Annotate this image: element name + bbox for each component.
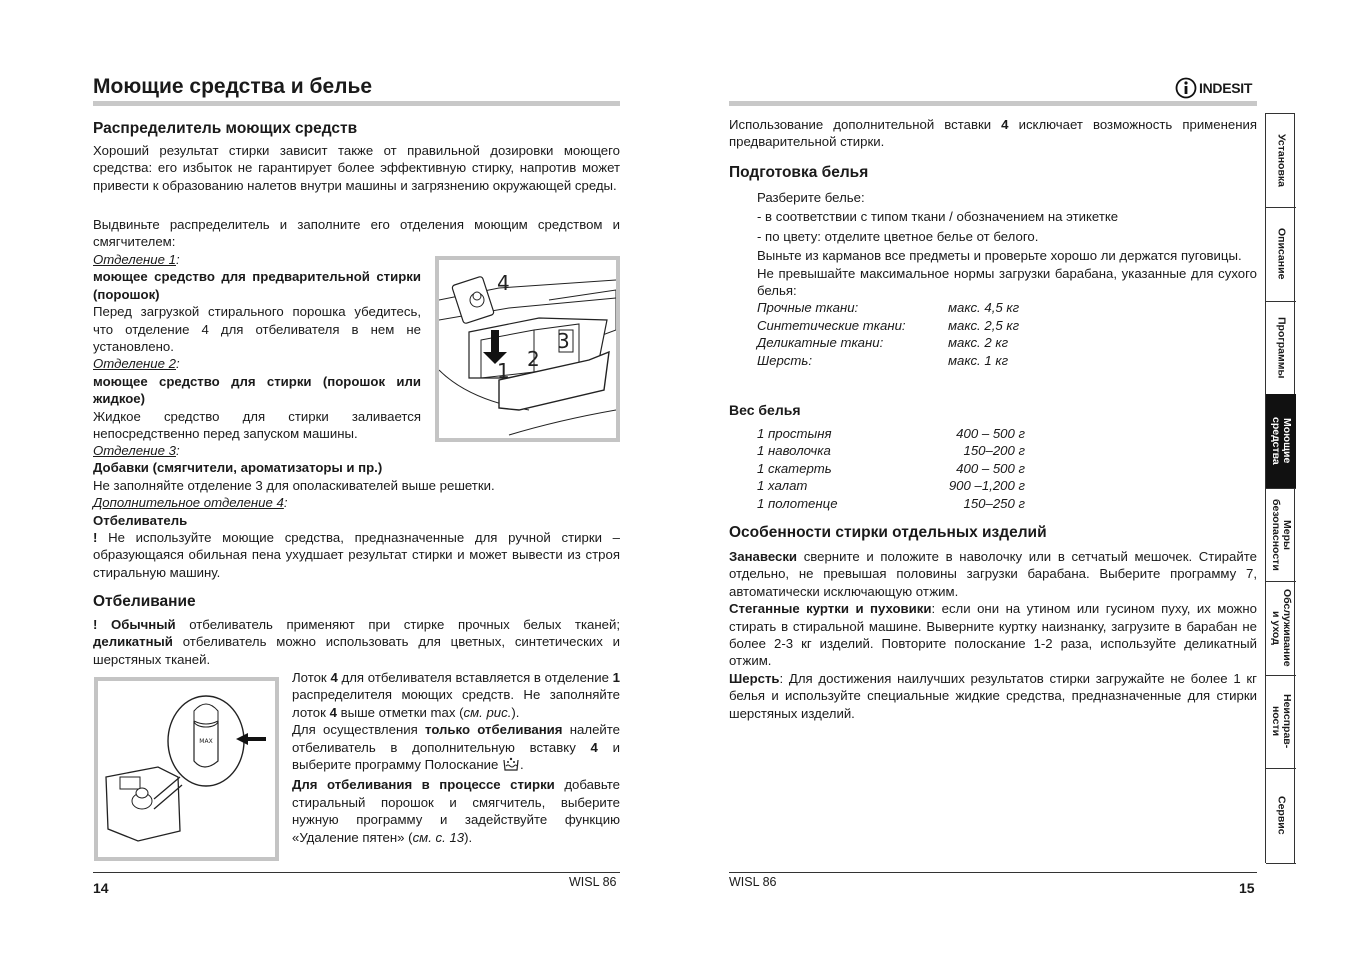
special-jackets: Стеганные куртки и пуховики: если они на утином или гусином пуху, их можно стирать в стиральной машине. Выверните куртку наизнанку, загрузите в барабан не более 2-3 кг изделий. Повторите полоскание 1-2 раза, используйте деликатный отжим.: [729, 601, 1257, 669]
comp1-text: Перед загрузкой стирального порошка убедитесь, что отделение 4 для отбеливателя в нем не установлено.: [93, 304, 421, 355]
warning-text: Не используйте моющие средства, предназначенные для ручной стирки – образующаяся обильная пена ухудшает результат стирки и может вывести из строя стиральную машину.: [93, 530, 620, 580]
bleach-right-column: [292, 669, 620, 846]
comp2-text: Жидкое средство для стирки заливается непосредственно перед запуском машины.: [93, 408, 421, 442]
load-table: [757, 299, 1257, 369]
section-tabs: [1265, 113, 1295, 863]
model-right: WISL 86: [729, 875, 777, 889]
bleach-figure: [94, 677, 279, 861]
bleach-heading: Отбеливание: [93, 593, 196, 610]
brand-logo: [1175, 77, 1252, 99]
prep-line5: Не превышайте максимальное нормы загрузки барабана, указанные для сухого белья:: [757, 265, 1257, 299]
brand-name: INDESIT: [1199, 80, 1253, 96]
warning-mark: !: [93, 530, 98, 546]
comp3-title: Добавки (смягчители, ароматизаторы и пр.): [93, 460, 383, 476]
weight-row: 1 скатерть 400 – 500 г: [757, 460, 1025, 476]
right-intro: Использование дополнительной вставки 4 исключает возможность применения предварительной стирки.: [729, 117, 1257, 150]
comp2-label: Отделение 2: [93, 356, 176, 372]
dispenser-figure: [435, 256, 620, 442]
tab-detergents[interactable]: Моющие средства: [1266, 394, 1296, 489]
compartments-column: Отделение 1: моющее средство для предварительной стирки (порошок) Перед загрузкой стирального порошка убедитесь, что отделение 4 для отбеливателя в нем не установлено. Отделение 2: моющее средство для стирки (порошок или жидкое) Жидкое средство для стирки заливается непосредственно перед запуском машины.: [93, 252, 421, 442]
footer-rule-right: [729, 872, 1257, 873]
bleach-p4: Для отбеливания в процессе стирки добавьте стиральный порошок и смягчитель, выберите нужную программу и задействуйте функцию «Удаление пятен» (см. с. 13).: [292, 777, 620, 845]
tab-description[interactable]: Описание: [1266, 207, 1296, 302]
load-row: Синтетические ткани: макс. 2,5 кг: [757, 317, 1020, 333]
dispenser-heading: Распределитель моющих средств: [93, 120, 358, 137]
bleach-p2: Лоток 4 для отбеливателя вставляется в отделение 1 распределителя моющих средств. Не заполняйте лоток 4 выше отметки max (см. рис.).: [292, 670, 620, 720]
weight-row: 1 халат 900 –1,200 г: [757, 478, 1025, 494]
weight-row: 1 наволочка 150–200 г: [757, 443, 1025, 459]
weight-row: 1 простыня 400 – 500 г: [757, 426, 1025, 441]
bleach-cup-drawing: [98, 681, 275, 857]
comp1-title: моющее средство для предварительной стирки (порошок): [93, 269, 421, 302]
page-number-right: 15: [1239, 880, 1255, 896]
weight-row: 1 полотенце 150–250 г: [757, 495, 1025, 511]
load-row: Прочные ткани: макс. 4,5 кг: [757, 300, 1020, 316]
weight-table: [757, 425, 1025, 512]
weight-heading: Вес белья: [729, 402, 801, 418]
special-curtains: Занавески сверните и положите в наволочку или в сетчатый мешочек. Стирайте отдельно, не превышая половины загрузки барабана. Выберите программу 7, автоматически исключающую отжим.: [729, 549, 1257, 599]
title-rule-right: [729, 101, 1257, 106]
prep-line4: Выньте из карманов все предметы и проверьте хорошо ли держатся пуговицы.: [757, 248, 1242, 264]
title-rule: [93, 101, 620, 106]
special-wool: Шерсть: Для достижения наилучших результатов стирки загружайте не более 1 кг белья и используйте специальные жидкие средства, предназначенные для стирки шерстяных изделий.: [729, 670, 1257, 721]
load-row: Шерсть: макс. 1 кг: [757, 352, 1009, 368]
page-number-left: 14: [93, 880, 109, 896]
dispenser-intro: Хороший результат стирки зависит также от правильной дозировки моющего средства: его избыток не гарантирует более эффективную стирку, напротив может привести к образованию налетов внутри машины и загрязнению окружающей среды.: [93, 143, 620, 193]
label-3: 3: [557, 329, 570, 353]
special-heading: Особенности стирки отдельных изделий: [729, 524, 1047, 541]
bleach-p1: ! Обычный отбеливатель применяют при стирке прочных белых тканей; деликатный отбеливатель можно использовать для цветных, синтетических и шерстяных тканей.: [93, 617, 620, 667]
special-body: [729, 548, 1257, 722]
indesit-i-icon: [1175, 77, 1197, 99]
tab-maintenance[interactable]: Обслуживание и уход: [1266, 581, 1296, 676]
comp3-label: Отделение 3: [93, 443, 176, 458]
comp4-title: Отбеливатель: [93, 512, 188, 528]
label-2: 2: [527, 347, 540, 371]
prep-line1: Разберите белье:: [757, 190, 865, 205]
label-1: 1: [497, 359, 510, 383]
rinse-icon: [502, 756, 520, 772]
tab-service[interactable]: Сервис: [1266, 768, 1296, 864]
tab-programs[interactable]: Программы: [1266, 301, 1296, 395]
bleach-p3: Для осуществления только отбеливания налейте отбеливатель в дополнительную вставку 4 и выберите программу Полоскание .: [292, 722, 621, 773]
tab-troubleshooting[interactable]: Неисправ- ности: [1266, 675, 1296, 769]
page-title: Моющие средства и белье: [93, 75, 373, 98]
prep-body: [757, 189, 1257, 369]
comp1-label: Отделение 1: [93, 252, 176, 267]
tab-installation[interactable]: Установка: [1266, 114, 1296, 208]
model-left: WISL 86: [569, 875, 617, 889]
dispenser-instruction: Выдвиньте распределитель и заполните его отделения моющим средством и смягчителем:: [93, 217, 620, 250]
comp2-title: моющее средство для стирки (порошок или жидкое): [93, 373, 421, 407]
compartments-continued: Отделение 3: Добавки (смягчители, ароматизаторы и пр.) Не заполняйте отделение 3 для ополаскивателей выше решетки. Дополнительное отделение 4: Отбеливатель ! Не используйте моющие средства, предназначенные для ручной стирки – образующаяся обильная пена ухудшает результат стирки и может вывести из строя стиральную машину.: [93, 443, 620, 580]
load-row: Деликатные ткани: макс. 2 кг: [757, 335, 1009, 351]
prep-line3: - по цвету: отделите цветное белье от белого.: [757, 228, 1039, 244]
prep-heading: Подготовка белья: [729, 164, 869, 181]
comp3-text: Не заполняйте отделение 3 для ополаскивателей выше решетки.: [93, 477, 495, 493]
dispenser-drawing: [439, 260, 616, 438]
footer-rule-left: [93, 872, 620, 873]
prep-line2: - в соответствии с типом ткани / обозначением на этикетке: [757, 209, 1119, 225]
max-label: MAX: [199, 738, 213, 745]
comp4-label: Дополнительное отделение 4: [93, 495, 284, 511]
label-4: 4: [497, 271, 510, 295]
tab-safety[interactable]: Меры безопасности: [1266, 488, 1296, 582]
